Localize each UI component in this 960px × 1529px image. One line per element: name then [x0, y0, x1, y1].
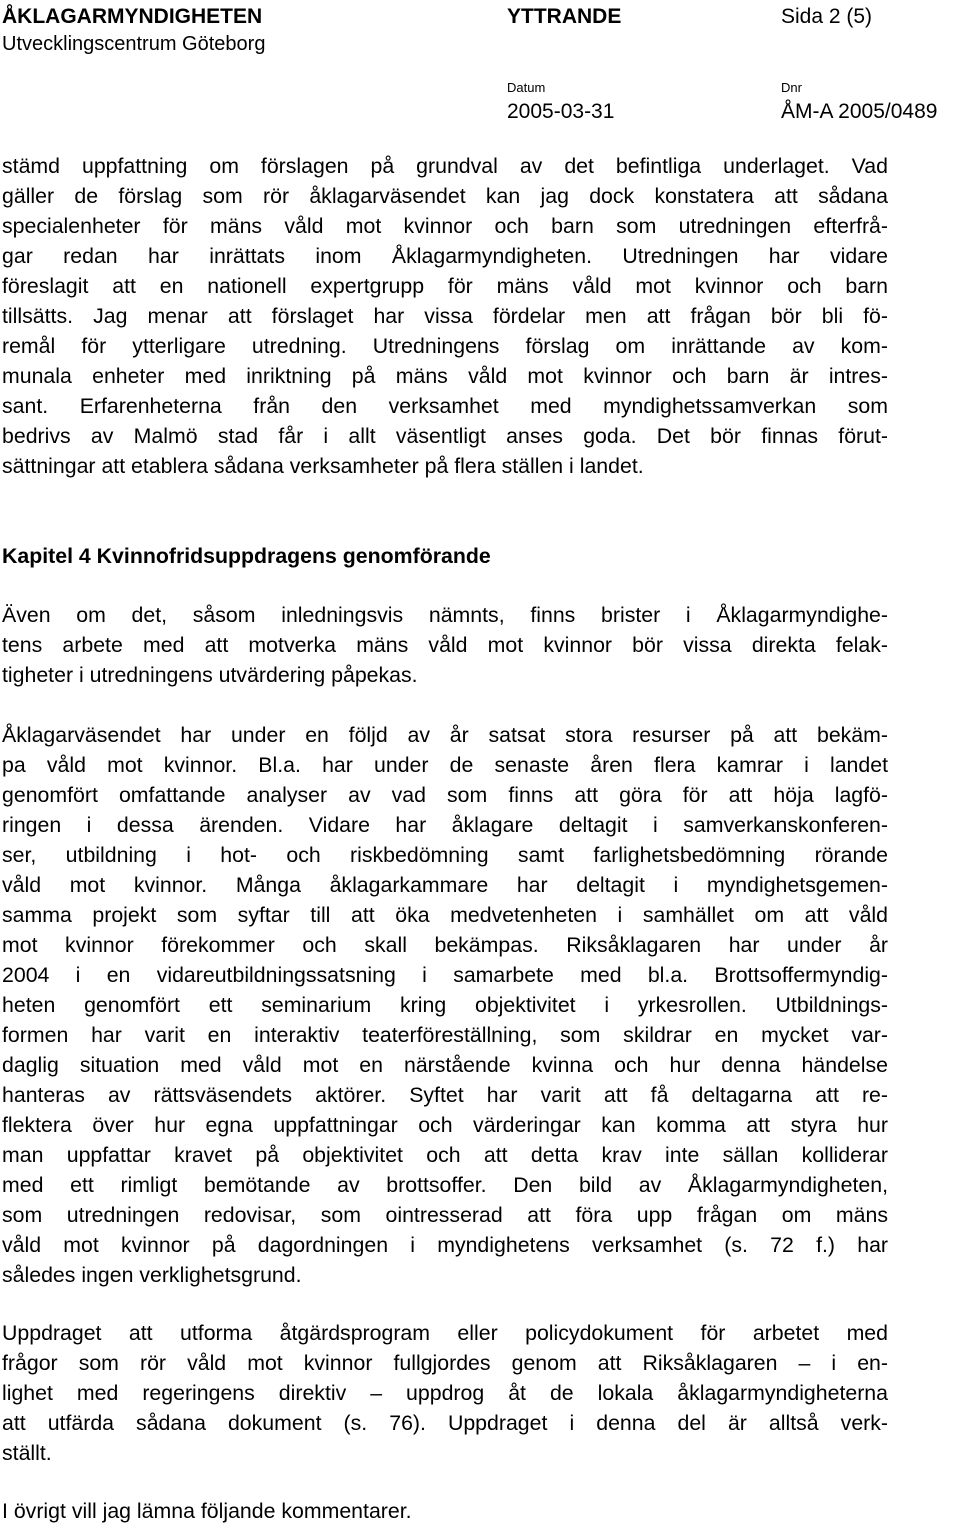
text-line: flektera över hur egna uppfattningar och värderingar kan komma att styra hur — [2, 1113, 888, 1137]
text-line: med ett rimligt bemötande av brottsoffer. Den bild av Åklagarmyndigheten, — [2, 1173, 888, 1197]
text-line: Även om det, såsom inledningsvis nämnts, finns brister i Åklagarmyndighe- — [2, 603, 888, 627]
text-line: formen har varit en interaktiv teaterföreställning, som skildrar en mycket var- — [2, 1023, 888, 1047]
text-line: samma projekt som syftar till att öka medvetenheten i samhället om att våld — [2, 903, 888, 927]
text-line: att utfärda sådana dokument (s. 76). Uppdraget i denna del är alltså verk- — [2, 1411, 888, 1435]
text-line: mot kvinnor förekommer och skall bekämpas. Riksåklagaren har under år — [2, 933, 888, 957]
date-label: Datum — [507, 80, 546, 95]
text-line: heten genomfört ett seminarium kring objektivitet i yrkesrollen. Utbildnings- — [2, 993, 888, 1017]
text-line: hanteras av rättsväsendets aktörer. Syftet har varit att få deltagarna att re- — [2, 1083, 888, 1107]
text-line: ställt. — [2, 1441, 52, 1465]
dnr-label: Dnr — [781, 80, 802, 95]
text-line: tigheter i utredningens utvärdering påpekas. — [2, 663, 418, 687]
text-line: våld mot kvinnor på dagordningen i myndighetens verksamhet (s. 72 f.) har — [2, 1233, 888, 1257]
text-line: munala enheter med inriktning på mäns våld mot kvinnor och barn är intres- — [2, 364, 888, 388]
org-unit: Utvecklingscentrum Göteborg — [2, 33, 266, 55]
section-heading: Kapitel 4 Kvinnofridsuppdragens genomförande — [2, 544, 491, 568]
text-line: tillsätts. Jag menar att förslaget har vissa fördelar men att frågan bör bli fö- — [2, 304, 888, 328]
org-name: ÅKLAGARMYNDIGHETEN — [2, 5, 263, 28]
text-line: sättningar att etablera sådana verksamheter på flera ställen i landet. — [2, 454, 644, 478]
page-number: Sida 2 (5) — [781, 5, 873, 28]
text-line: man uppfattar kravet på objektivitet och att detta krav inte sällan kolliderar — [2, 1143, 888, 1167]
text-line: daglig situation med våld mot en närstående kvinna och hur denna händelse — [2, 1053, 888, 1077]
text-line: 2004 i en vidareutbildningssatsning i samarbete med bl.a. Brottsoffermyndig- — [2, 963, 888, 987]
text-line: våld mot kvinnor. Många åklagarkammare har deltagit i myndighetsgemen- — [2, 873, 888, 897]
text-line: frågor som rör våld mot kvinnor fullgjordes genom att Riksåklagaren – i en- — [2, 1351, 888, 1375]
text-line: gäller de förslag som rör åklagarväsendet kan jag dock konstatera att sådana — [2, 184, 888, 208]
text-line: lighet med regeringens direktiv – uppdrog åt de lokala åklagarmyndigheterna — [2, 1381, 888, 1405]
text-line: som utredningen redovisar, som ointresserad att föra upp frågan om mäns — [2, 1203, 888, 1227]
text-line: således ingen verklighetsgrund. — [2, 1263, 302, 1287]
text-line: gar redan har inrättats inom Åklagarmyndigheten. Utredningen har vidare — [2, 244, 888, 268]
text-line: stämd uppfattning om förslagen på grundval av det befintliga underlaget. Vad — [2, 154, 888, 178]
text-line: tens arbete med att motverka mäns våld mot kvinnor bör vissa direkta felak- — [2, 633, 888, 657]
text-line: pa våld mot kvinnor. Bl.a. har under de senaste åren flera kamrar i landet — [2, 753, 888, 777]
text-line: Åklagarväsendet har under en följd av år satsat stora resurser på att bekäm- — [2, 723, 888, 747]
text-line: ser, utbildning i hot- och riskbedömning samt farlighetsbedömning rörande — [2, 843, 888, 867]
text-line: specialenheter för mäns våld mot kvinnor och barn som utredningen efterfrå- — [2, 214, 888, 238]
document-type: YTTRANDE — [507, 5, 622, 28]
text-line: Uppdraget att utforma åtgärdsprogram eller policydokument för arbetet med — [2, 1321, 888, 1345]
text-line: föreslagit att en nationell expertgrupp för mäns våld mot kvinnor och barn — [2, 274, 888, 298]
text-line: bedrivs av Malmö stad får i allt väsentligt anses goda. Det bör finnas förut- — [2, 424, 888, 448]
text-line: remål för ytterligare utredning. Utredningens förslag om inrättande av kom- — [2, 334, 888, 358]
document-date: 2005-03-31 — [507, 100, 615, 123]
text-line: sant. Erfarenheterna från den verksamhet med myndighetssamverkan som — [2, 394, 888, 418]
document-dnr: ÅM-A 2005/0489 — [781, 100, 938, 123]
text-line: I övrigt vill jag lämna följande kommentarer. — [2, 1499, 412, 1523]
text-line: genomfört omfattande analyser av vad som finns att göra för att höja lagfö- — [2, 783, 888, 807]
text-line: ringen i dessa ärenden. Vidare har åklagare deltagit i samverkanskonferen- — [2, 813, 888, 837]
